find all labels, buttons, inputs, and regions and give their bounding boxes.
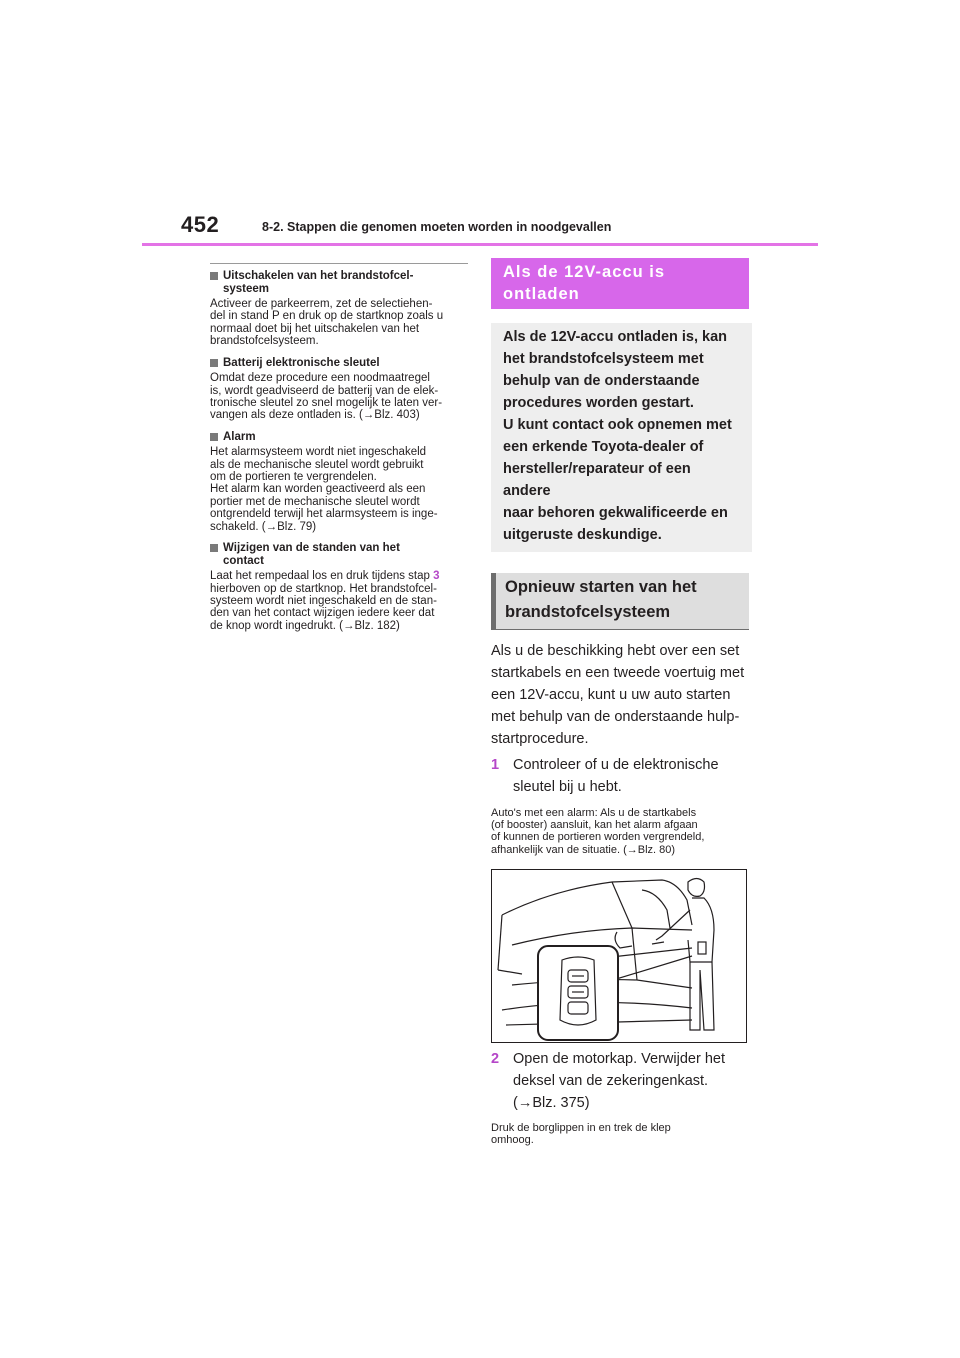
car-key-illustration [491, 869, 747, 1043]
topic-shutdown [210, 270, 468, 348]
topic-title: Wijzigen van de standen van het contact [223, 542, 400, 567]
topic-body: Activeer de parkeerrem, zet de selectiehen- del in stand P en druk op de startknop zoals u normaal doet bij het uitschakelen van het brandstofcelsysteem. [210, 298, 444, 348]
topic-title: Uitschakelen van het brandstofcel- systeem [223, 270, 414, 295]
step-2 [491, 1048, 751, 1114]
car-door-and-key-image [492, 870, 746, 1042]
left-column [210, 263, 468, 641]
step-number: 1 [491, 757, 500, 773]
section-banner [491, 258, 749, 309]
topic-body [210, 570, 468, 632]
section-header: 8-2. Stappen die genomen moeten worden in noodgevallen [262, 220, 612, 234]
fuse-box-note: Druk de borglippen in en trek de klep omhoog. [491, 1121, 671, 1147]
topic-body-text: Laat het rempedaal los en druk tijdens stap [210, 570, 434, 583]
topic-title: Batterij elektronische sleutel [223, 356, 380, 369]
section-banner-title: Als de 12V-accu is ontladen [503, 263, 665, 303]
step-text: Open de motorkap. Verwijder het deksel van de zekeringenkast. (→Blz. 375) [513, 1050, 725, 1111]
right-column [491, 258, 751, 1146]
step-text: Controleer of u de elektronische sleutel bij u hebt. [513, 757, 719, 795]
topic-ignition-modes [210, 542, 468, 632]
header-rule [142, 243, 818, 246]
topic-key-battery [210, 357, 468, 422]
square-bullet-icon [210, 272, 218, 280]
square-bullet-icon [210, 544, 218, 552]
subsection-heading: Opnieuw starten van het brandstofcelsysteem [491, 573, 749, 630]
intro-paragraph: Als u de beschikking hebt over een set startkabels en een tweede voertuig met een 12V-accu, kunt u uw auto starten met behulp van de onderstaande hulp- startprocedure. [491, 643, 745, 747]
alarm-note: Auto's met een alarm: Als u de startkabels (of booster) aansluit, kan het alarm afgaan of kunnen de portieren worden vergrendeld, afhankelijk van de situatie. (→Blz. 80) [491, 807, 705, 856]
step-reference: 3 [433, 570, 440, 583]
step-1 [491, 754, 751, 798]
square-bullet-icon [210, 433, 218, 441]
topic-title: Alarm [223, 430, 256, 443]
left-column-rule [210, 263, 468, 264]
page-number: 452 [181, 212, 220, 237]
topic-alarm [210, 431, 468, 533]
topic-body: Omdat deze procedure een noodmaatregel is, wordt geadviseerd de batterij van de elek- tronische sleutel zo snel mogelijk te laten ver- vangen als deze ontladen is. (→Blz. 403) [210, 372, 443, 422]
topic-body-text: hierboven op de startknop. Het brandstofcel- systeem wordt niet ingeschakeld en de stan- den van het contact wijzigen iedere keer dat de knop wordt ingedrukt. (→Blz. 182) [210, 582, 437, 632]
step-number: 2 [491, 1050, 500, 1067]
square-bullet-icon [210, 359, 218, 367]
topic-body: Het alarmsysteem wordt niet ingeschakeld als de mechanische sleutel wordt gebruikt om de portieren te vergrendelen. Het alarm kan worden geactiveerd als een portier met de mechanische sleutel wordt ontgrendeld terwijl het alarmsysteem is inge- schakeld. (→Blz. 79) [210, 446, 438, 533]
intro-box: Als de 12V-accu ontladen is, kan het brandstofcelsysteem met behulp van de onderstaande procedures worden gestart. U kunt contact ook opnemen met een erkende Toyota-dealer of hersteller/reparateur of een andere naar behoren gekwalificeerde en uitgeruste deskundige. [491, 323, 752, 552]
